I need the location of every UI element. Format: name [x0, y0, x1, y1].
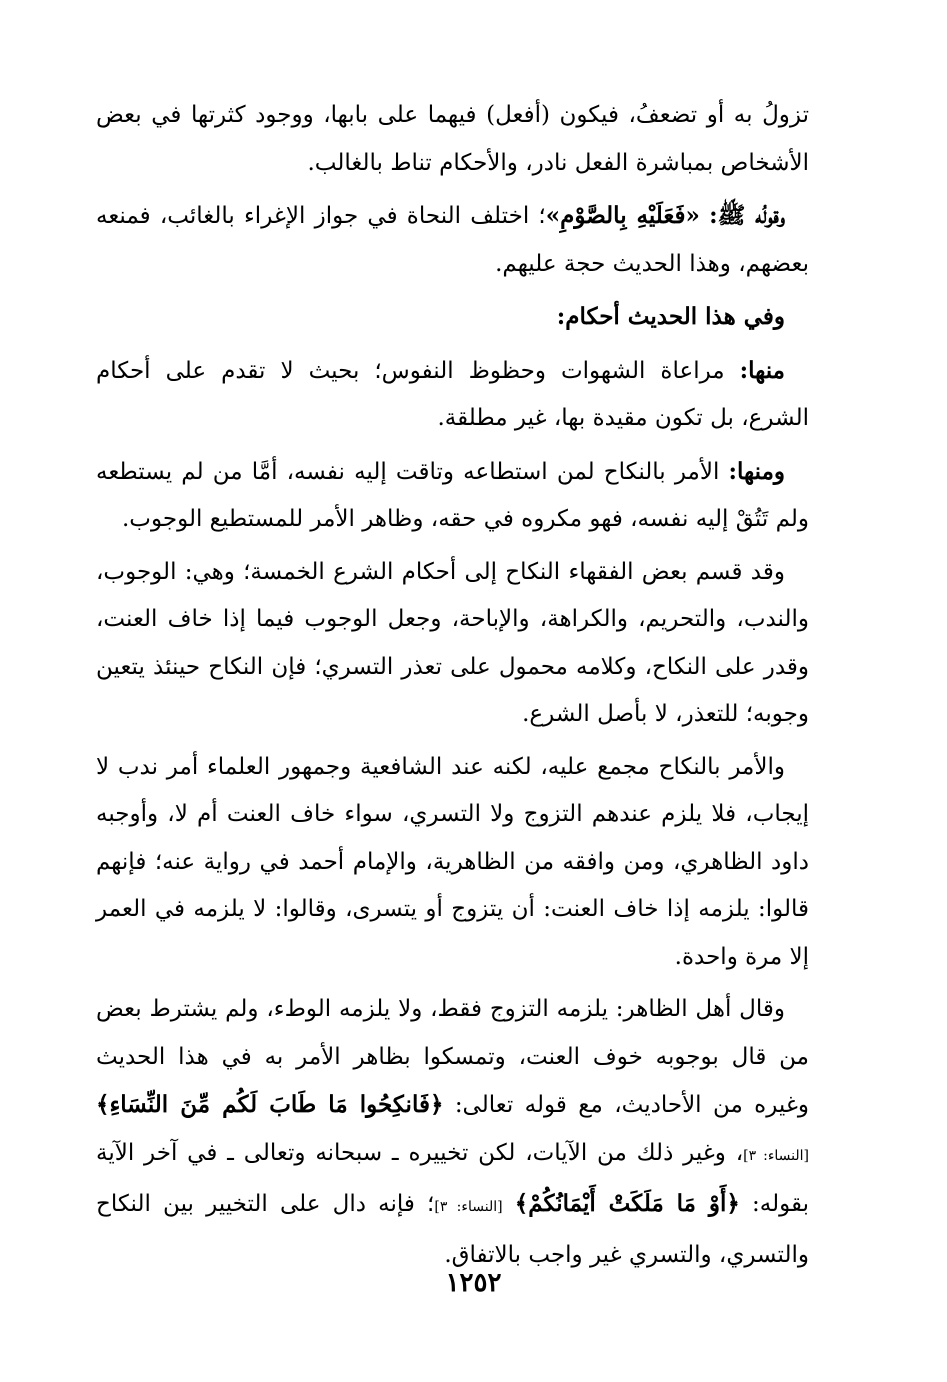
paragraph-lead: ومنها:: [728, 457, 785, 485]
verse-reference: [النساء: ٣]: [743, 1147, 809, 1164]
paragraph-text: ؛ فإنه دال على التخيير بين النكاح والتسري، والتسري غير واجب بالاتفاق.: [96, 1191, 809, 1268]
paragraph-text: الأمر بالنكاح لمن استطاعه وتاقت إليه نفسه، أمَّا من لم يستطعه ولم تَتُقْ إليه نفسه، فهو مكروه في حقه، وظاهر الأمر للمستطيع الوجوب.: [96, 458, 809, 532]
quran-quote: ﴿أَوْ مَا مَلَكَتْ أَيْمَانُكُمْ﴾: [514, 1190, 740, 1217]
paragraph-text: مراعاة الشهوات وحظوظ النفوس؛ بحيث لا تقدم على أحكام الشرع، بل تكون مقيدة بها، غير مطلقة.: [96, 357, 809, 431]
paragraph-5: [96, 448, 809, 544]
paragraph-2: [96, 192, 809, 288]
page-number: ١٢٥٢: [445, 1268, 502, 1298]
verse-reference: [النساء: ٣]: [434, 1199, 503, 1215]
paragraph-text: والأمر بالنكاح مجمع عليه، لكنه عند الشافعية وجمهور العلماء أمر ندب لا إيجاب، فلا يلزم عندهم التزوج ولا التسري، سواء خاف العنت أم لا، وأوجبه داود الظاهري، ومن وافقه من الظاهرية، والإمام أحمد في رواية عنه؛ فإنهم قالوا: يلزمه إذا خاف العنت: أن يتزوج أو يتسرى، وقالوا: لا يلزمه في العمر إلا مرة واحدة.: [96, 753, 809, 970]
paragraph-3: [96, 293, 809, 342]
hadith-quote: «فَعَلَيْهِ بِالصَّوْمِ»: [545, 202, 700, 229]
section-heading: وفي هذا الحديث أحكام:: [556, 303, 785, 330]
paragraph-8: [96, 986, 809, 1279]
paragraph-lead: وقولُه ﷺ:: [709, 202, 786, 229]
paragraph-7: [96, 744, 809, 982]
paragraph-text: وقال أهل الظاهر: يلزمه التزوج فقط، ولا يلزمه الوطء، ولم يشترط بعض من قال بوجوبه خوف العنت، وتمسكوا بظاهر الأمر به في هذا الحديث وغيره من الأحاديث، مع قوله تعالى:: [96, 996, 809, 1118]
paragraph-6: [96, 549, 809, 739]
paragraph-text: تزولُ به أو تضعفُ، فيكون (أفعل) فيهما على بابها، ووجود كثرتها في بعض الأشخاص بمباشرة الفعل نادر، والأحكام تناط بالغالب.: [96, 102, 809, 176]
paragraph-4: [96, 347, 809, 443]
paragraph-text: وقد قسم بعض الفقهاء النكاح إلى أحكام الشرع الخمسة؛ وهي: الوجوب، والندب، والتحريم، والكراهة، والإباحة، وجعل الوجوب فيما إذا خاف العنت، وقدر على النكاح، وكلامه محمول على تعذر التسري؛ فإن النكاح حينئذ يتعين وجوبه؛ للتعذر، لا بأصل الشرع.: [96, 558, 809, 727]
paragraph-text: ، وغير ذلك من الآيات، لكن تخييره ـ سبحانه وتعالى ـ في آخر الآية بقوله:: [96, 1139, 810, 1217]
quran-quote: ﴿فَانكِحُوا مَا طَابَ لَكُم مِّنَ النِّسَاءِ﴾: [96, 1091, 444, 1118]
body-text: [96, 92, 809, 1284]
paragraph-text: ؛ اختلف النحاة في جواز الإغراء بالغائب، فمنعه بعضهم، وهذا الحديث حجة عليهم.: [96, 203, 809, 277]
paragraph-lead: منها:: [739, 356, 785, 384]
paragraph-1: [96, 92, 809, 187]
